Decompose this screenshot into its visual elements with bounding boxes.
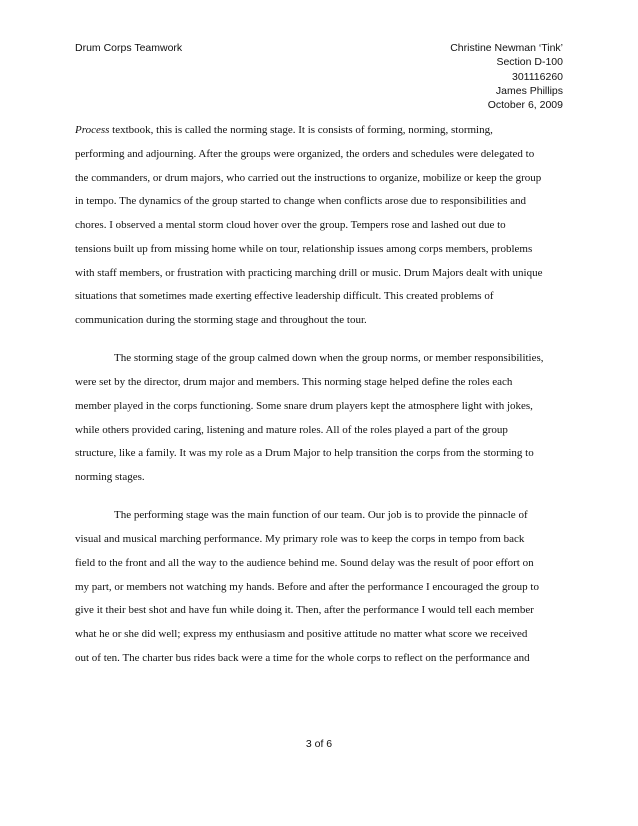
paragraph-2: [75, 350, 570, 493]
text-line-rest: textbook, this is called the norming stage. It is consists of forming, norming, storming,: [109, 124, 493, 136]
text-line: the commanders, or drum majors, who carried out the instructions to organize, mobilize or keep the group: [75, 171, 542, 184]
text-line: member played in the corps functioning. Some snare drum players kept the atmosphere light with jokes,: [75, 399, 533, 412]
text-line: were set by the director, drum major and members. This norming stage helped define the roles each: [75, 376, 513, 388]
text-line: performing and adjourning. After the groups were organized, the orders and schedules were delegated to: [75, 147, 535, 160]
text-line: while others provided caring, listening and mature roles. All of the roles played a part of the group: [75, 423, 508, 436]
paragraph-spacer: [75, 336, 570, 351]
text-line: The performing stage was the main function of our team. Our job is to provide the pinnacle of: [114, 509, 528, 522]
text-line: my part, or members not watching my hands. Before and after the performance I encouraged the group to: [75, 580, 539, 593]
paragraph-3: [75, 507, 570, 673]
emphasis-word: Process: [75, 124, 110, 136]
course-section: Section D-100: [496, 56, 563, 69]
text-line: in tempo. The dynamics of the group started to change when conflicts arose due to responsibilities and: [75, 195, 526, 208]
author-block: [450, 41, 563, 112]
text-line: norming stages.: [75, 471, 145, 483]
text-line: with staff members, or frustration with practicing marching drill or music. Drum Majors dealt with unique: [75, 266, 543, 279]
text-line: tensions built up from missing home while on tour, relationship issues among corps members, problems: [75, 242, 533, 255]
text-line: [75, 122, 570, 146]
text-line: structure, like a family. It was my role as a Drum Major to help transition the corps from the storming to: [75, 447, 534, 460]
document-date: October 6, 2009: [487, 99, 563, 112]
text-line: chores. I observed a mental storm cloud hover over the group. Tempers rose and lashed out due to: [75, 219, 506, 231]
author-name: Christine Newman ‘Tink’: [450, 42, 563, 54]
text-line: out of ten. The charter bus rides back were a time for the whole corps to reflect on the performance and: [75, 651, 530, 664]
text-line: situations that sometimes made exerting effective leadership difficult. This created problems of: [75, 290, 494, 303]
instructor-name: James Phillips: [495, 84, 563, 97]
document-body: [75, 122, 570, 674]
student-id: 301116260: [512, 70, 563, 83]
text-line: visual and musical marching performance. My primary role was to keep the corps in tempo from back: [75, 533, 525, 545]
paragraph-spacer: [75, 493, 570, 508]
text-line: The storming stage of the group calmed down when the group norms, or member responsibilities,: [114, 352, 544, 365]
text-line: what he or she did well; express my enthusiasm and positive attitude no matter what score we received: [75, 628, 528, 640]
page-number: 3 of 6: [305, 738, 333, 750]
text-line: give it their best shot and have fun while doing it. Then, after the performance I would tell each member: [75, 604, 534, 617]
text-line: communication during the storming stage and throughout the tour.: [75, 314, 367, 326]
text-line: field to the front and all the way to the audience behind me. Sound delay was the result of poor effort on: [75, 556, 534, 569]
running-head-title: Drum Corps Teamwork: [75, 42, 183, 54]
paragraph-1: [75, 122, 570, 336]
